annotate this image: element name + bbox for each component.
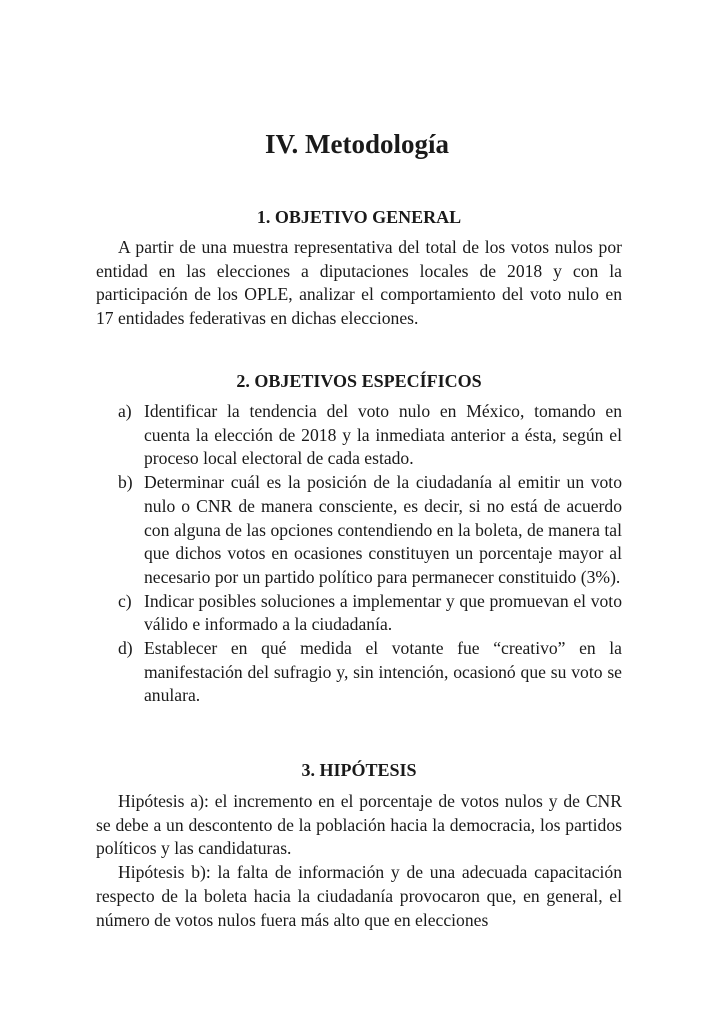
- section-body-objetivos-especificos: [96, 400, 622, 708]
- list-item-text: Indicar posibles soluciones a implementar y que promuevan el voto válido e informado a la ciudadanía.: [144, 590, 622, 635]
- list-item-marker: a): [118, 401, 132, 421]
- list-item-text: Determinar cuál es la posición de la ciudadanía al emitir un voto nulo o CNR de manera consciente, es decir, si no está de acuerdo con alguna de las opciones contendiendo en la boleta, de manera tal que dichos votos en ocasiones constituyen un porcentaje mayor al necesario por un partido político para permanecer constituido (3%).: [144, 472, 622, 587]
- list-item: [96, 471, 622, 590]
- section-heading-hipotesis: 3. HIPÓTESIS: [301, 760, 417, 780]
- chapter-title: IV. Metodología: [264, 129, 449, 159]
- section-heading-objetivos-especificos: 2. OBJETIVOS ESPECÍFICOS: [236, 371, 482, 391]
- list-item-marker: d): [118, 638, 133, 659]
- paragraph: A partir de una muestra representativa del total de los votos nulos por entidad en las elecciones a diputaciones locales de 2018 y con la participación de los OPLE, analizar el comportamiento del voto nulo en 17 entidades federativas en dichas elecciones.: [96, 237, 622, 329]
- list-item: [96, 637, 622, 708]
- list-item-marker: c): [118, 590, 132, 611]
- section-body-objetivo-general: [96, 236, 622, 331]
- list-item-marker: b): [118, 472, 133, 493]
- list-item: [96, 400, 622, 471]
- list-item: [96, 590, 622, 637]
- section-heading-objetivo-general: 1. OBJETIVO GENERAL: [256, 207, 462, 227]
- paragraph: Hipótesis b): la falta de información y de una adecuada capacitación respecto de la boleta hacia la ciudadanía provocaron que, en general, el número de votos nulos fuera más alto que en elecciones: [96, 862, 622, 930]
- paragraph: Hipótesis a): el incremento en el porcentaje de votos nulos y de CNR se debe a un descontento de la población hacia la democracia, los partidos políticos y las candidaturas.: [96, 791, 622, 859]
- objectives-list: [96, 400, 622, 708]
- section-body-hipotesis: [96, 790, 622, 932]
- list-item-text: Establecer en qué medida el votante fue “creativo” en la manifestación del sufragio y, sin intención, ocasionó que su voto se anulara.: [144, 638, 622, 706]
- list-item-text: Identificar la tendencia del voto nulo en México, tomando en cuenta la elección de 2018 y la inmediata anterior a ésta, según el proceso local electoral de cada estado.: [144, 401, 622, 469]
